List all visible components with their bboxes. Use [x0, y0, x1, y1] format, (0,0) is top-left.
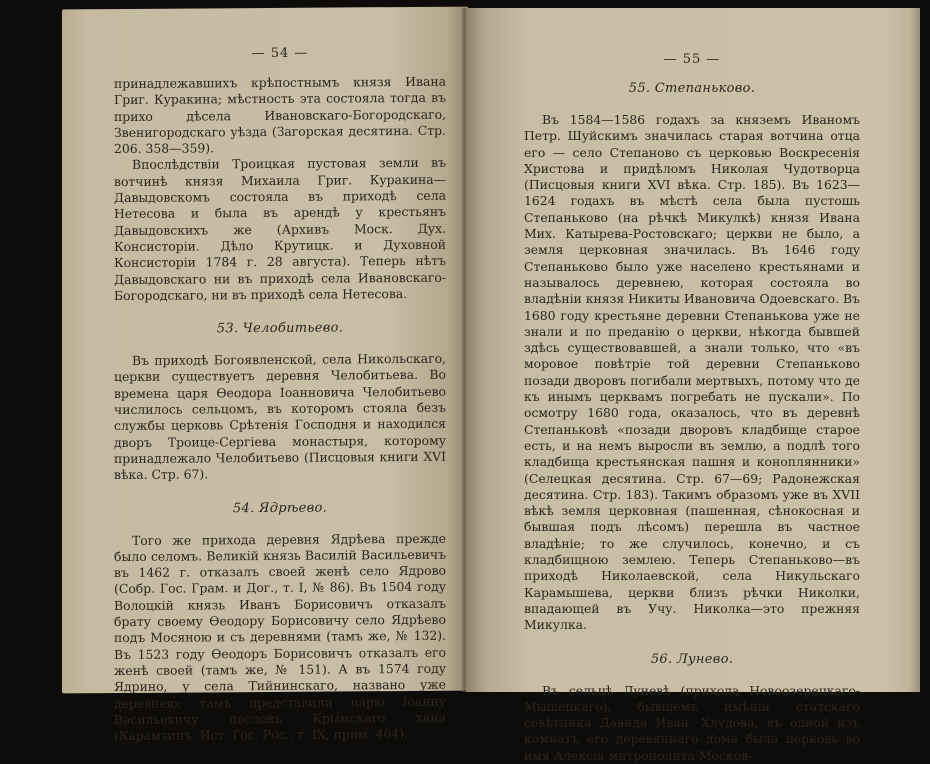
- section-heading: 54. Ядрѣево.: [232, 500, 328, 516]
- page-number: — 54 —: [251, 45, 309, 62]
- paragraph: Въ 1584—1586 годахъ за княземъ Иваномъ Петр. Шуйскимъ значилась старая вотчина отца его — село Степаново съ церковью Воскресенія Христова и придѣломъ Николая Чудотворца (Писцовыя книги XVI вѣка. Стр. 185). Въ 1623—1624 годахъ въ мѣстѣ села была пустошь Степаньково (на рѣчкѣ Микулкѣ) князя Ивана Мих. Катырева-Ростовскаго; церкви не было, а земля церковная значилась. Въ 1646 году Степаньково было уже населено крестьянами и называлось деревнею, которая состояла во владѣніи князя Никиты Ивановича Одоевскаго. Въ 1680 году крестьяне деревни Степанькова уже не знали и по преданію о церкви, нѣкогда бывшей здѣсь существовавшей, а знали только, что «въ моровое повѣтріе той деревни Степаньково позади дворовъ погибали мертвыхъ, потому что де къ инымъ церквамъ погребать не пускали». По осмотру 1680 года, оказалось, что въ деревнѣ Степаньковѣ «позади дворовъ кладбище старое есть, и на немъ выросли въ землю, а подлѣ того кладбища крестьянская пашня и коноплянники» (Селецкая десятина. Стр. 67—69; Радонежская десятина. Стр. 183). Такимъ образомъ уже въ XVII вѣкѣ земля церковная (пашенная, сѣнокосная и бывшая подъ лѣсомъ) перешла въ частное владѣніе; то же случилось, конечно, и съ кладбищною землею. Теперь Степаньково—въ приходѣ Николаевской, села Никульскаго Карамышева, церкви близъ рѣчки Николки, впадающей въ Учу. Николка—это прежняя Микулка.: [524, 112, 860, 633]
- page-number: — 55 —: [663, 52, 721, 67]
- section-heading: 56. Лунево.: [650, 651, 734, 667]
- paragraph: Того же прихода деревня Ядрѣева прежде было селомъ. Великій князь Василій Васильевичъ въ 1462 г. отказалъ своей женѣ село Ядрово (Собр. Гос. Грам. и Дог., т. I, № 86). Въ 1504 году Волоцкій князь Иванъ Борисовичъ отказалъ брату своему Ѳеодору Борисовичу село Ядрѣево подъ Мосяною и съ деревнями (тамъ же, № 132). Въ 1523 году Ѳеодоръ Борисовичъ отказалъ его женѣ своей (тамъ же, № 151). А въ 1574 году Ядрино, у села Тийнинскаго, названо уже деревнею; тамъ представили царю Іоанну Васильевичу пословъ Крымскаго хана (Карамзинъ. Ист. Гос. Рос., т. IX, прим. 404).: [114, 530, 446, 744]
- right-page: [466, 8, 918, 763]
- paragraph: Впослѣдствіи Троицкая пустовая земли въ вотчинѣ князя Михаила Григ. Куракина—Давыдовскомъ состояла въ приходѣ села Нетесова и была въ арендѣ у крестьянъ Давыдовскихъ же (Архивъ Моск. Дух. Консисторіи. Дѣло Крутицк. и Духовной Консисторіи 1784 г. 28 августа). Теперь нѣтъ Давыдовскаго ни въ приходѣ села Ивановскаго-Богородскаго, ни въ приходѣ села Нетесова.: [114, 155, 446, 303]
- left-page: [62, 7, 468, 744]
- paragraph: Въ приходѣ Богоявленской, села Никольскаго, церкви существуетъ деревня Челобитьева. Во времена царя Ѳеодора Іоанновича Челобитьево числилось сельцомъ, въ которомъ стояла безъ службы церковь Срѣтенія Господня и находился дворъ Троице-Сергіева монастыря, которому принадлежало Челобитьево (Писцовыя книги XVI вѣка. Стр. 67).: [114, 350, 446, 483]
- open-book: [62, 8, 918, 763]
- section-heading: 55. Степаньково.: [628, 81, 756, 96]
- paragraph: принадлежавшихъ крѣпостнымъ князя Ивана Григ. Куракина; мѣстность эта состояла тогда въ прихо дѣсела Ивановскаго-Богородскаго, Звенигородскаго уѣзда (Загорская десятина. Стр. 206. 358—359).: [114, 73, 446, 157]
- section-heading: 53. Челобитьево.: [216, 320, 344, 337]
- page-edges: [910, 8, 920, 692]
- paragraph: Въ сельцѣ Луневѣ (прихода Новоозерецкаго-Мышецкаго), бывшемъ имѣніи статскаго совѣтника Давида Иван. Хлудова, въ одной изъ комнатъ его деревяннаго дома была церковь во имя Алексія митрополита Москов-: [524, 682, 860, 763]
